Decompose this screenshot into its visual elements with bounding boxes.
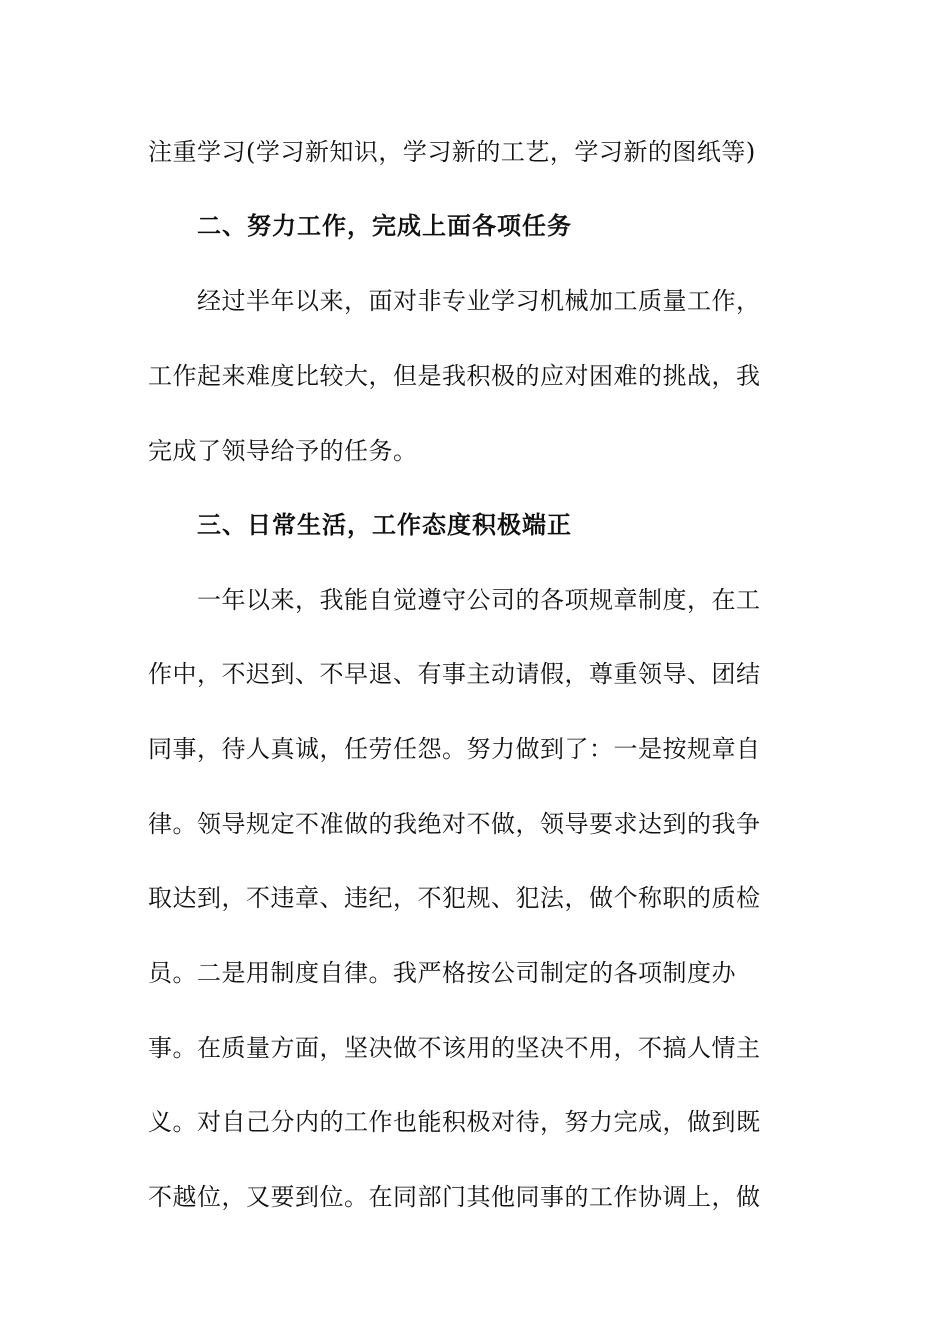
paragraph-line: 工作起来难度比较大，但是我积极的应对困难的挑战，我 <box>148 362 761 390</box>
paragraph-line-study: 注重学习(学习新知识，学习新的工艺，学习新的图纸等) <box>148 138 756 166</box>
paragraph-line: 事。在质量方面，坚决做不该用的坚决不用，不搞人情主 <box>148 1034 761 1062</box>
paragraph-line: 经过半年以来，面对非专业学习机械加工质量工作， <box>197 287 761 315</box>
paragraph-line: 律。领导规定不准做的我绝对不做，领导要求达到的我争 <box>148 810 761 838</box>
section-heading-three: 三、日常生活，工作态度积极端正 <box>197 511 572 539</box>
paragraph-line: 一年以来，我能自觉遵守公司的各项规章制度，在工 <box>197 586 761 614</box>
paragraph-line: 同事，待人真诚，任劳任怨。努力做到了：一是按规章自 <box>148 735 761 763</box>
paragraph-line: 作中，不迟到、不早退、有事主动请假，尊重领导、团结 <box>148 660 761 688</box>
paragraph-line: 取达到，不违章、违纪，不犯规、犯法，做个称职的质检 <box>148 884 761 912</box>
paragraph-line: 完成了领导给予的任务。 <box>148 437 418 465</box>
paragraph-line: 员。二是用制度自律。我严格按公司制定的各项制度办 <box>148 959 736 987</box>
paragraph-line: 不越位，又要到位。在同部门其他同事的工作协调上，做 <box>148 1183 761 1211</box>
paragraph-line: 义。对自己分内的工作也能积极对待，努力完成，做到既 <box>148 1108 761 1136</box>
section-heading-two: 二、努力工作，完成上面各项任务 <box>197 212 572 240</box>
